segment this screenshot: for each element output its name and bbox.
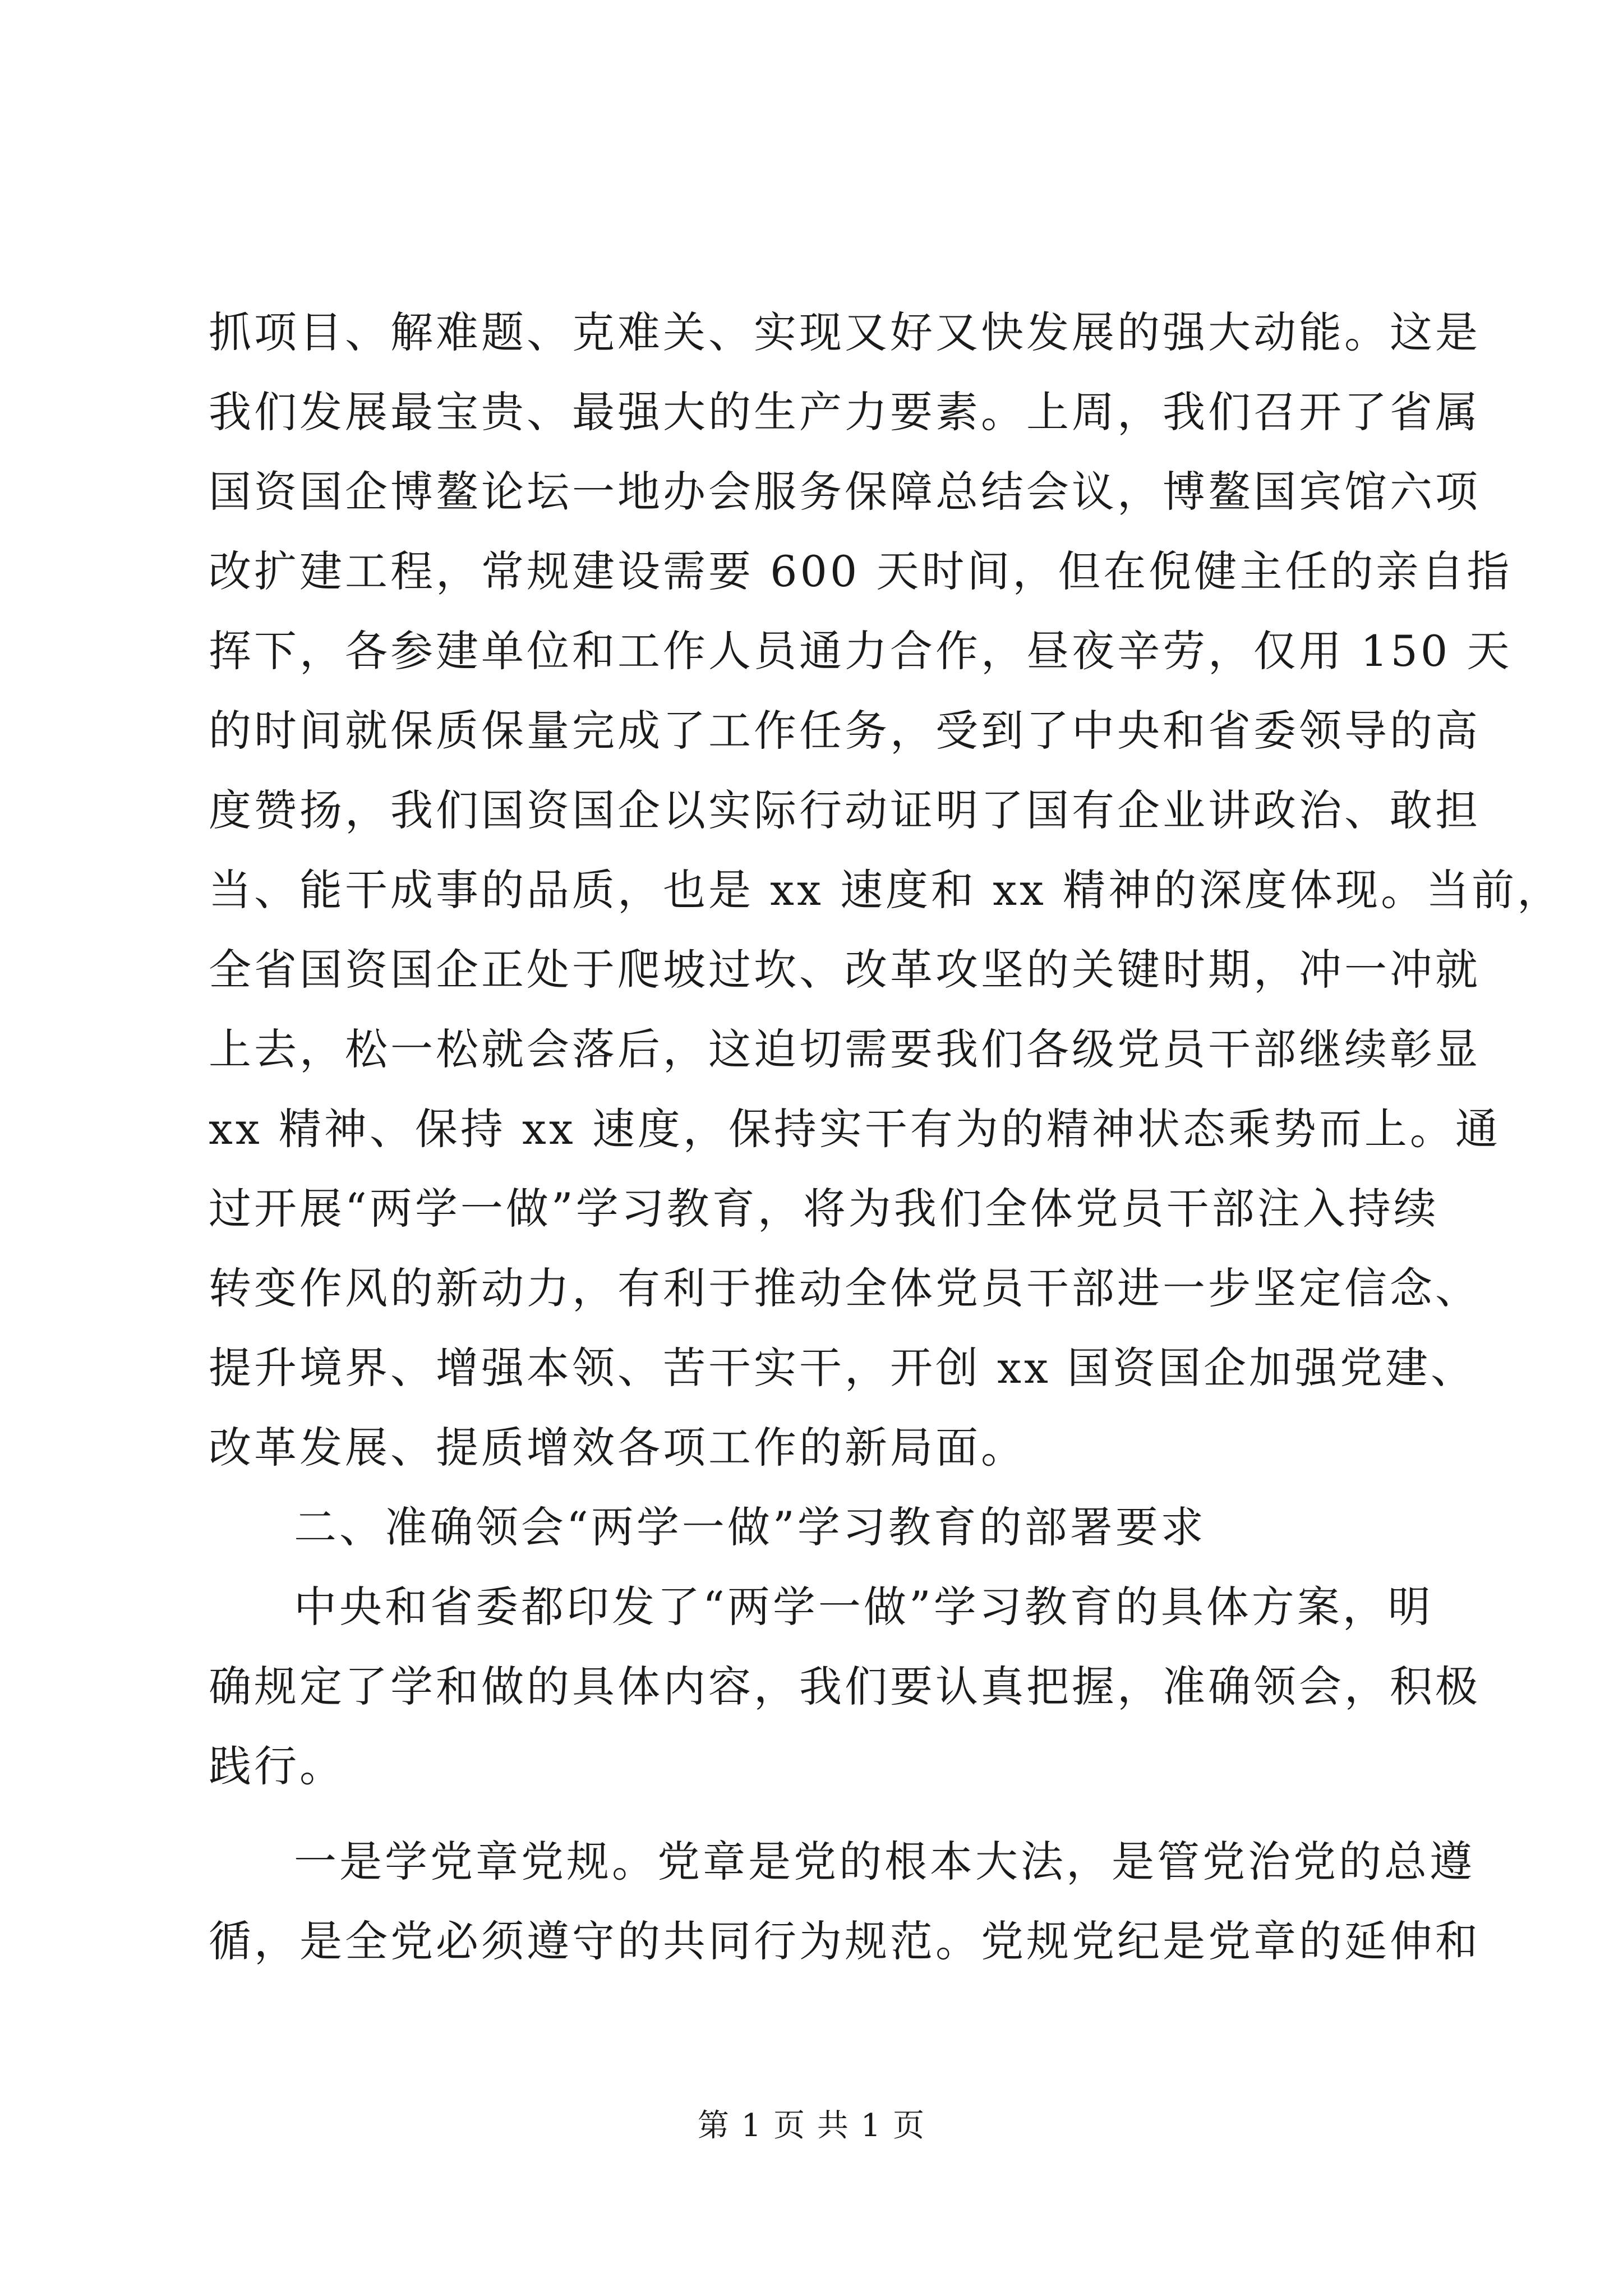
text-line: 践行。 bbox=[209, 1741, 345, 1791]
text-line: 的时间就保质保量完成了工作任务，受到了中央和省委领导的高 bbox=[209, 706, 1481, 756]
text-line: 改革发展、提质增效各项工作的新局面。 bbox=[209, 1423, 1026, 1473]
text-line: 我们发展最宝贵、最强大的生产力要素。上周，我们召开了省属 bbox=[209, 387, 1481, 437]
text-line: 改扩建工程，常规建设需要 600 天时间，但在倪健主任的亲自指 bbox=[209, 546, 1513, 596]
text-line: 提升境界、增强本领、苦干实干，开创 xx 国资国企加强党建、 bbox=[209, 1343, 1477, 1393]
text-line: 全省国资国企正处于爬坡过坎、改革攻坚的关键时期，冲一冲就 bbox=[209, 945, 1481, 995]
text-line: 国资国企博鳌论坛一地办会服务保障总结会议，博鳌国宾馆六项 bbox=[209, 467, 1481, 517]
document-body bbox=[209, 293, 1563, 1981]
text-line: 过开展“两学一做”学习教育，将为我们全体党员干部注入持续 bbox=[209, 1184, 1439, 1234]
text-line: 循，是全党必须遵守的共同行为规范。党规党纪是党章的延伸和 bbox=[209, 1916, 1481, 1966]
text-line: 上去，松一松就会落后，这迫切需要我们各级党员干部继续彰显 bbox=[209, 1024, 1481, 1074]
section-heading: 二、准确领会“两学一做”学习教育的部署要求 bbox=[294, 1502, 1206, 1552]
text-line: 抓项目、解难题、克难关、实现又好又快发展的强大动能。这是 bbox=[209, 307, 1481, 357]
text-line: 转变作风的新动力，有利于推动全体党员干部进一步坚定信念、 bbox=[209, 1263, 1481, 1313]
text-line: xx 精神、保持 xx 速度，保持实干有为的精神状态乘势而上。通 bbox=[209, 1104, 1501, 1154]
text-line: 确规定了学和做的具体内容，我们要认真把握，准确领会，积极 bbox=[209, 1662, 1481, 1711]
page-number-footer: 第 1 页 共 1 页 bbox=[697, 2108, 926, 2144]
text-line: 当、能干成事的品质，也是 xx 速度和 xx 精神的深度体现。当前， bbox=[209, 865, 1563, 915]
text-line: 中央和省委都印发了“两学一做”学习教育的具体方案，明 bbox=[294, 1582, 1433, 1632]
text-line: 一是学党章党规。党章是党的根本大法，是管党治党的总遵 bbox=[294, 1837, 1475, 1887]
text-line: 度赞扬，我们国资国企以实际行动证明了国有企业讲政治、敢担 bbox=[209, 785, 1481, 835]
text-line: 挥下，各参建单位和工作人员通力合作，昼夜辛劳，仅用 150 天 bbox=[209, 626, 1513, 676]
